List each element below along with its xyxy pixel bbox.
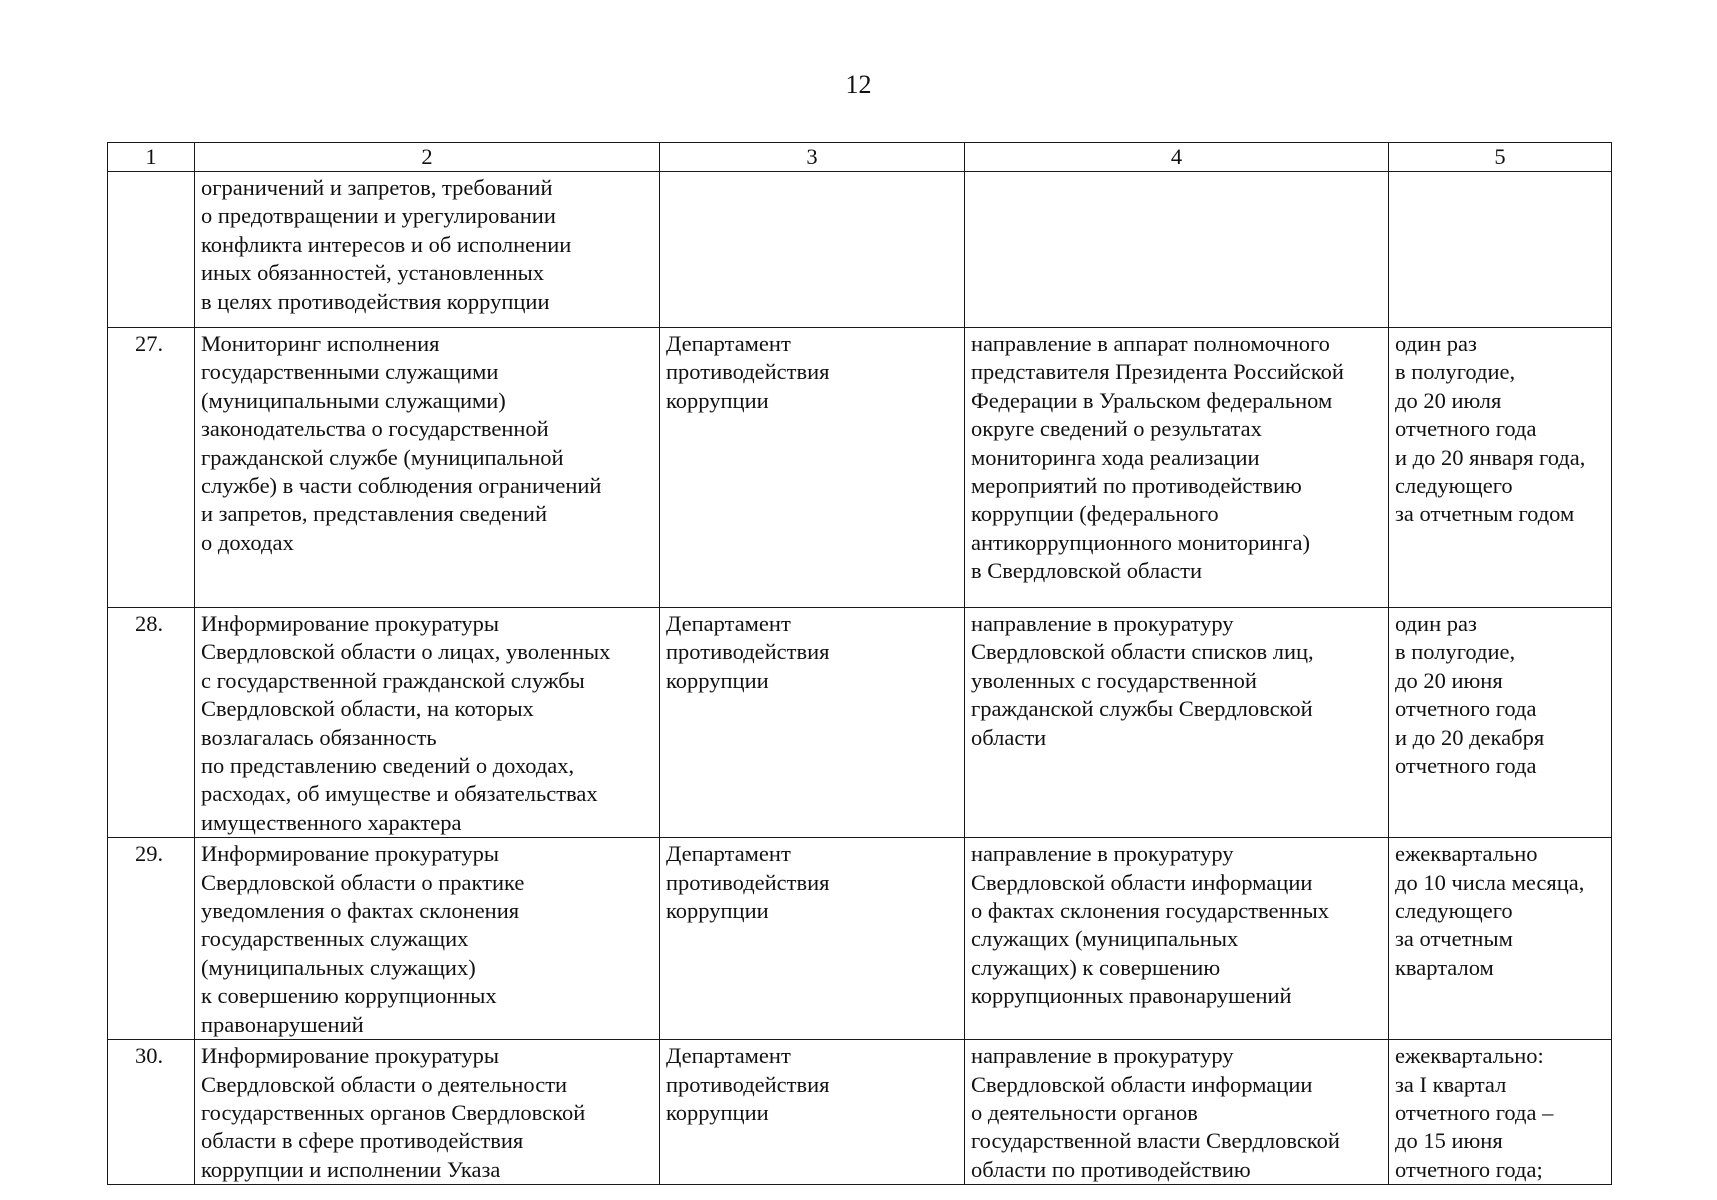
table-row: [108, 1040, 1612, 1185]
cell-text-line: Свердловской области о деятельности: [201, 1071, 568, 1097]
measure-cell: [195, 328, 660, 608]
cell-text-line: Свердловской области информации: [971, 1071, 1313, 1097]
cell-text-line: государственных органов Свердловской: [201, 1099, 586, 1125]
cell-text-line: отчетного года: [1395, 753, 1537, 779]
result-cell: [965, 1040, 1389, 1185]
cell-text-line: за отчетным: [1395, 926, 1513, 952]
executor-cell: [660, 172, 965, 328]
cell-text-line: ежеквартально:: [1395, 1043, 1544, 1069]
cell-text-line: с государственной гражданской службы: [201, 667, 585, 693]
item-number-cell: [108, 608, 195, 838]
result-cell: [965, 608, 1389, 838]
cell-text-line: коррупции: [666, 667, 769, 693]
cell-text-line: Департамент: [666, 331, 791, 356]
cell-text-line: Свердловской области о лицах, уволенных: [201, 639, 611, 665]
cell-text-line: о доходах: [201, 529, 294, 555]
cell-text-line: области в сфере противодействия: [201, 1128, 524, 1154]
item-number-cell: [108, 172, 195, 328]
cell-text-line: отчетного года: [1395, 416, 1537, 442]
cell-text-line: о деятельности органов: [971, 1099, 1198, 1125]
cell-text-line: служащих) к совершению: [971, 954, 1221, 980]
cell-text-line: в целях противодействия коррупции: [201, 288, 550, 314]
cell-text-line: государственными служащими: [201, 359, 499, 385]
cell-text-line: представителя Президента Российской: [971, 359, 1344, 385]
result-cell: [965, 838, 1389, 1040]
cell-text-line: округе сведений о результатах: [971, 416, 1262, 442]
column-header-4: 4: [965, 143, 1389, 172]
cell-text-line: службе) в части соблюдения ограничений: [201, 473, 602, 499]
cell-text-line: до 15 июня: [1395, 1128, 1503, 1154]
result-cell: [965, 172, 1389, 328]
cell-text-line: уведомления о фактах склонения: [201, 898, 520, 924]
measure-cell: [195, 172, 660, 328]
cell-text-line: Свердловской области, на которых: [201, 696, 534, 722]
cell-text-line: к совершению коррупционных: [201, 983, 497, 1009]
header-row: [108, 143, 1612, 172]
table-row: [108, 608, 1612, 838]
item-number: 29.: [134, 841, 164, 867]
cell-text-line: коррупции: [666, 1099, 769, 1125]
cell-text-line: за отчетным годом: [1395, 501, 1575, 527]
cell-text-line: в Свердловской области: [971, 558, 1203, 584]
cell-text-line: следующего: [1395, 898, 1513, 924]
executor-cell: [660, 608, 965, 838]
deadline-cell: [1389, 172, 1612, 328]
table-row: [108, 838, 1612, 1040]
cell-text-line: в полугодие,: [1395, 359, 1516, 385]
cell-text-line: противодействия: [666, 869, 830, 895]
cell-text-line: Свердловской области информации: [971, 869, 1313, 895]
cell-text-line: области: [971, 724, 1047, 750]
cell-text-line: Федерации в Уральском федеральном: [971, 387, 1333, 413]
plan-table: [107, 142, 1612, 1185]
cell-text-line: антикоррупционного мониторинга): [971, 529, 1311, 555]
cell-text-line: кварталом: [1395, 954, 1494, 980]
cell-text-line: направление в прокуратуру: [971, 1043, 1234, 1069]
column-header-5: 5: [1389, 143, 1612, 172]
cell-text-line: Свердловской области о практике: [201, 869, 525, 895]
cell-text-line: следующего: [1395, 473, 1513, 499]
cell-text-line: государственных служащих: [201, 926, 469, 952]
cell-text-line: иных обязанностей, установленных: [201, 260, 545, 286]
cell-text-line: служащих (муниципальных: [971, 926, 1239, 952]
cell-text-line: направление в прокуратуру: [971, 611, 1234, 636]
table-row: [108, 328, 1612, 608]
cell-text-line: в полугодие,: [1395, 639, 1516, 665]
cell-text-line: гражданской службе (муниципальной: [201, 444, 564, 470]
cell-text-line: до 20 июня: [1395, 667, 1503, 693]
cell-text-line: направление в аппарат полномочного: [971, 331, 1330, 356]
cell-text-line: государственной власти Свердловской: [971, 1128, 1340, 1154]
cell-text-line: один раз: [1395, 611, 1477, 636]
table-body: [108, 172, 1612, 1185]
cell-text-line: возлагалась обязанность: [201, 724, 437, 750]
item-number-cell: [108, 328, 195, 608]
item-number: 27.: [134, 331, 164, 356]
cell-text-line: Информирование прокуратуры: [201, 1043, 500, 1069]
executor-cell: [660, 328, 965, 608]
deadline-cell: [1389, 328, 1612, 608]
cell-text-line: коррупции и исполнении Указа: [201, 1156, 501, 1182]
measure-cell: [195, 838, 660, 1040]
result-cell: [965, 328, 1389, 608]
deadline-cell: [1389, 608, 1612, 838]
cell-text-line: отчетного года: [1395, 696, 1537, 722]
cell-text-line: и запретов, представления сведений: [201, 501, 548, 527]
item-number-cell: [108, 838, 195, 1040]
cell-text-line: о фактах склонения государственных: [971, 898, 1329, 924]
cell-text-line: противодействия: [666, 639, 830, 665]
cell-text-line: отчетного года;: [1395, 1156, 1543, 1182]
cell-text-line: ежеквартально: [1395, 841, 1538, 867]
cell-text-line: противодействия: [666, 1071, 830, 1097]
cell-text-line: и до 20 декабря: [1395, 724, 1545, 750]
cell-text-line: отчетного года –: [1395, 1099, 1554, 1125]
column-header-3: 3: [660, 143, 965, 172]
cell-text-line: гражданской службы Свердловской: [971, 696, 1313, 722]
executor-cell: [660, 838, 965, 1040]
cell-text-line: и до 20 января года,: [1395, 444, 1586, 470]
cell-text-line: (муниципальными служащими): [201, 387, 506, 413]
cell-text-line: имущественного характера: [201, 809, 462, 835]
cell-text-line: по представлению сведений о доходах,: [201, 753, 575, 779]
cell-text-line: Свердловской области списков лиц,: [971, 639, 1314, 665]
cell-text-line: Департамент: [666, 1043, 791, 1069]
cell-text-line: области по противодействию: [971, 1156, 1251, 1182]
cell-text-line: Информирование прокуратуры: [201, 841, 500, 867]
cell-text-line: мониторинга хода реализации: [971, 444, 1260, 470]
item-number: 28.: [134, 611, 164, 636]
cell-text-line: до 20 июля: [1395, 387, 1502, 413]
measure-cell: [195, 608, 660, 838]
page-number: 12: [845, 70, 872, 99]
cell-text-line: коррупции: [666, 898, 769, 924]
item-number: 30.: [134, 1043, 164, 1069]
deadline-cell: [1389, 838, 1612, 1040]
cell-text-line: коррупции: [666, 387, 769, 413]
cell-text-line: направление в прокуратуру: [971, 841, 1234, 867]
cell-text-line: коррупционных правонарушений: [971, 983, 1292, 1009]
item-number-cell: [108, 1040, 195, 1185]
cell-text-line: конфликта интересов и об исполнении: [201, 231, 572, 257]
executor-cell: [660, 1040, 965, 1185]
cell-text-line: ограничений и запретов, требований: [201, 175, 553, 200]
cell-text-line: мероприятий по противодействию: [971, 473, 1302, 499]
column-header-2: 2: [195, 143, 660, 172]
column-header-1: 1: [108, 143, 195, 172]
cell-text-line: Информирование прокуратуры: [201, 611, 500, 636]
cell-text-line: правонарушений: [201, 1011, 364, 1037]
cell-text-line: расходах, об имуществе и обязательствах: [201, 781, 598, 807]
cell-text-line: противодействия: [666, 359, 830, 385]
cell-text-line: один раз: [1395, 331, 1477, 356]
cell-text-line: (муниципальных служащих): [201, 954, 476, 980]
cell-text-line: коррупции (федерального: [971, 501, 1219, 527]
cell-text-line: о предотвращении и урегулировании: [201, 203, 556, 229]
cell-text-line: законодательства о государственной: [201, 416, 549, 442]
cell-text-line: уволенных с государственной: [971, 667, 1257, 693]
cell-text-line: Департамент: [666, 841, 791, 867]
measure-cell: [195, 1040, 660, 1185]
cell-text-line: Мониторинг исполнения: [201, 331, 440, 356]
cell-text-line: до 10 числа месяца,: [1395, 869, 1585, 895]
table-row: [108, 172, 1612, 328]
cell-text-line: за I квартал: [1395, 1071, 1507, 1097]
deadline-cell: [1389, 1040, 1612, 1185]
cell-text-line: Департамент: [666, 611, 791, 636]
